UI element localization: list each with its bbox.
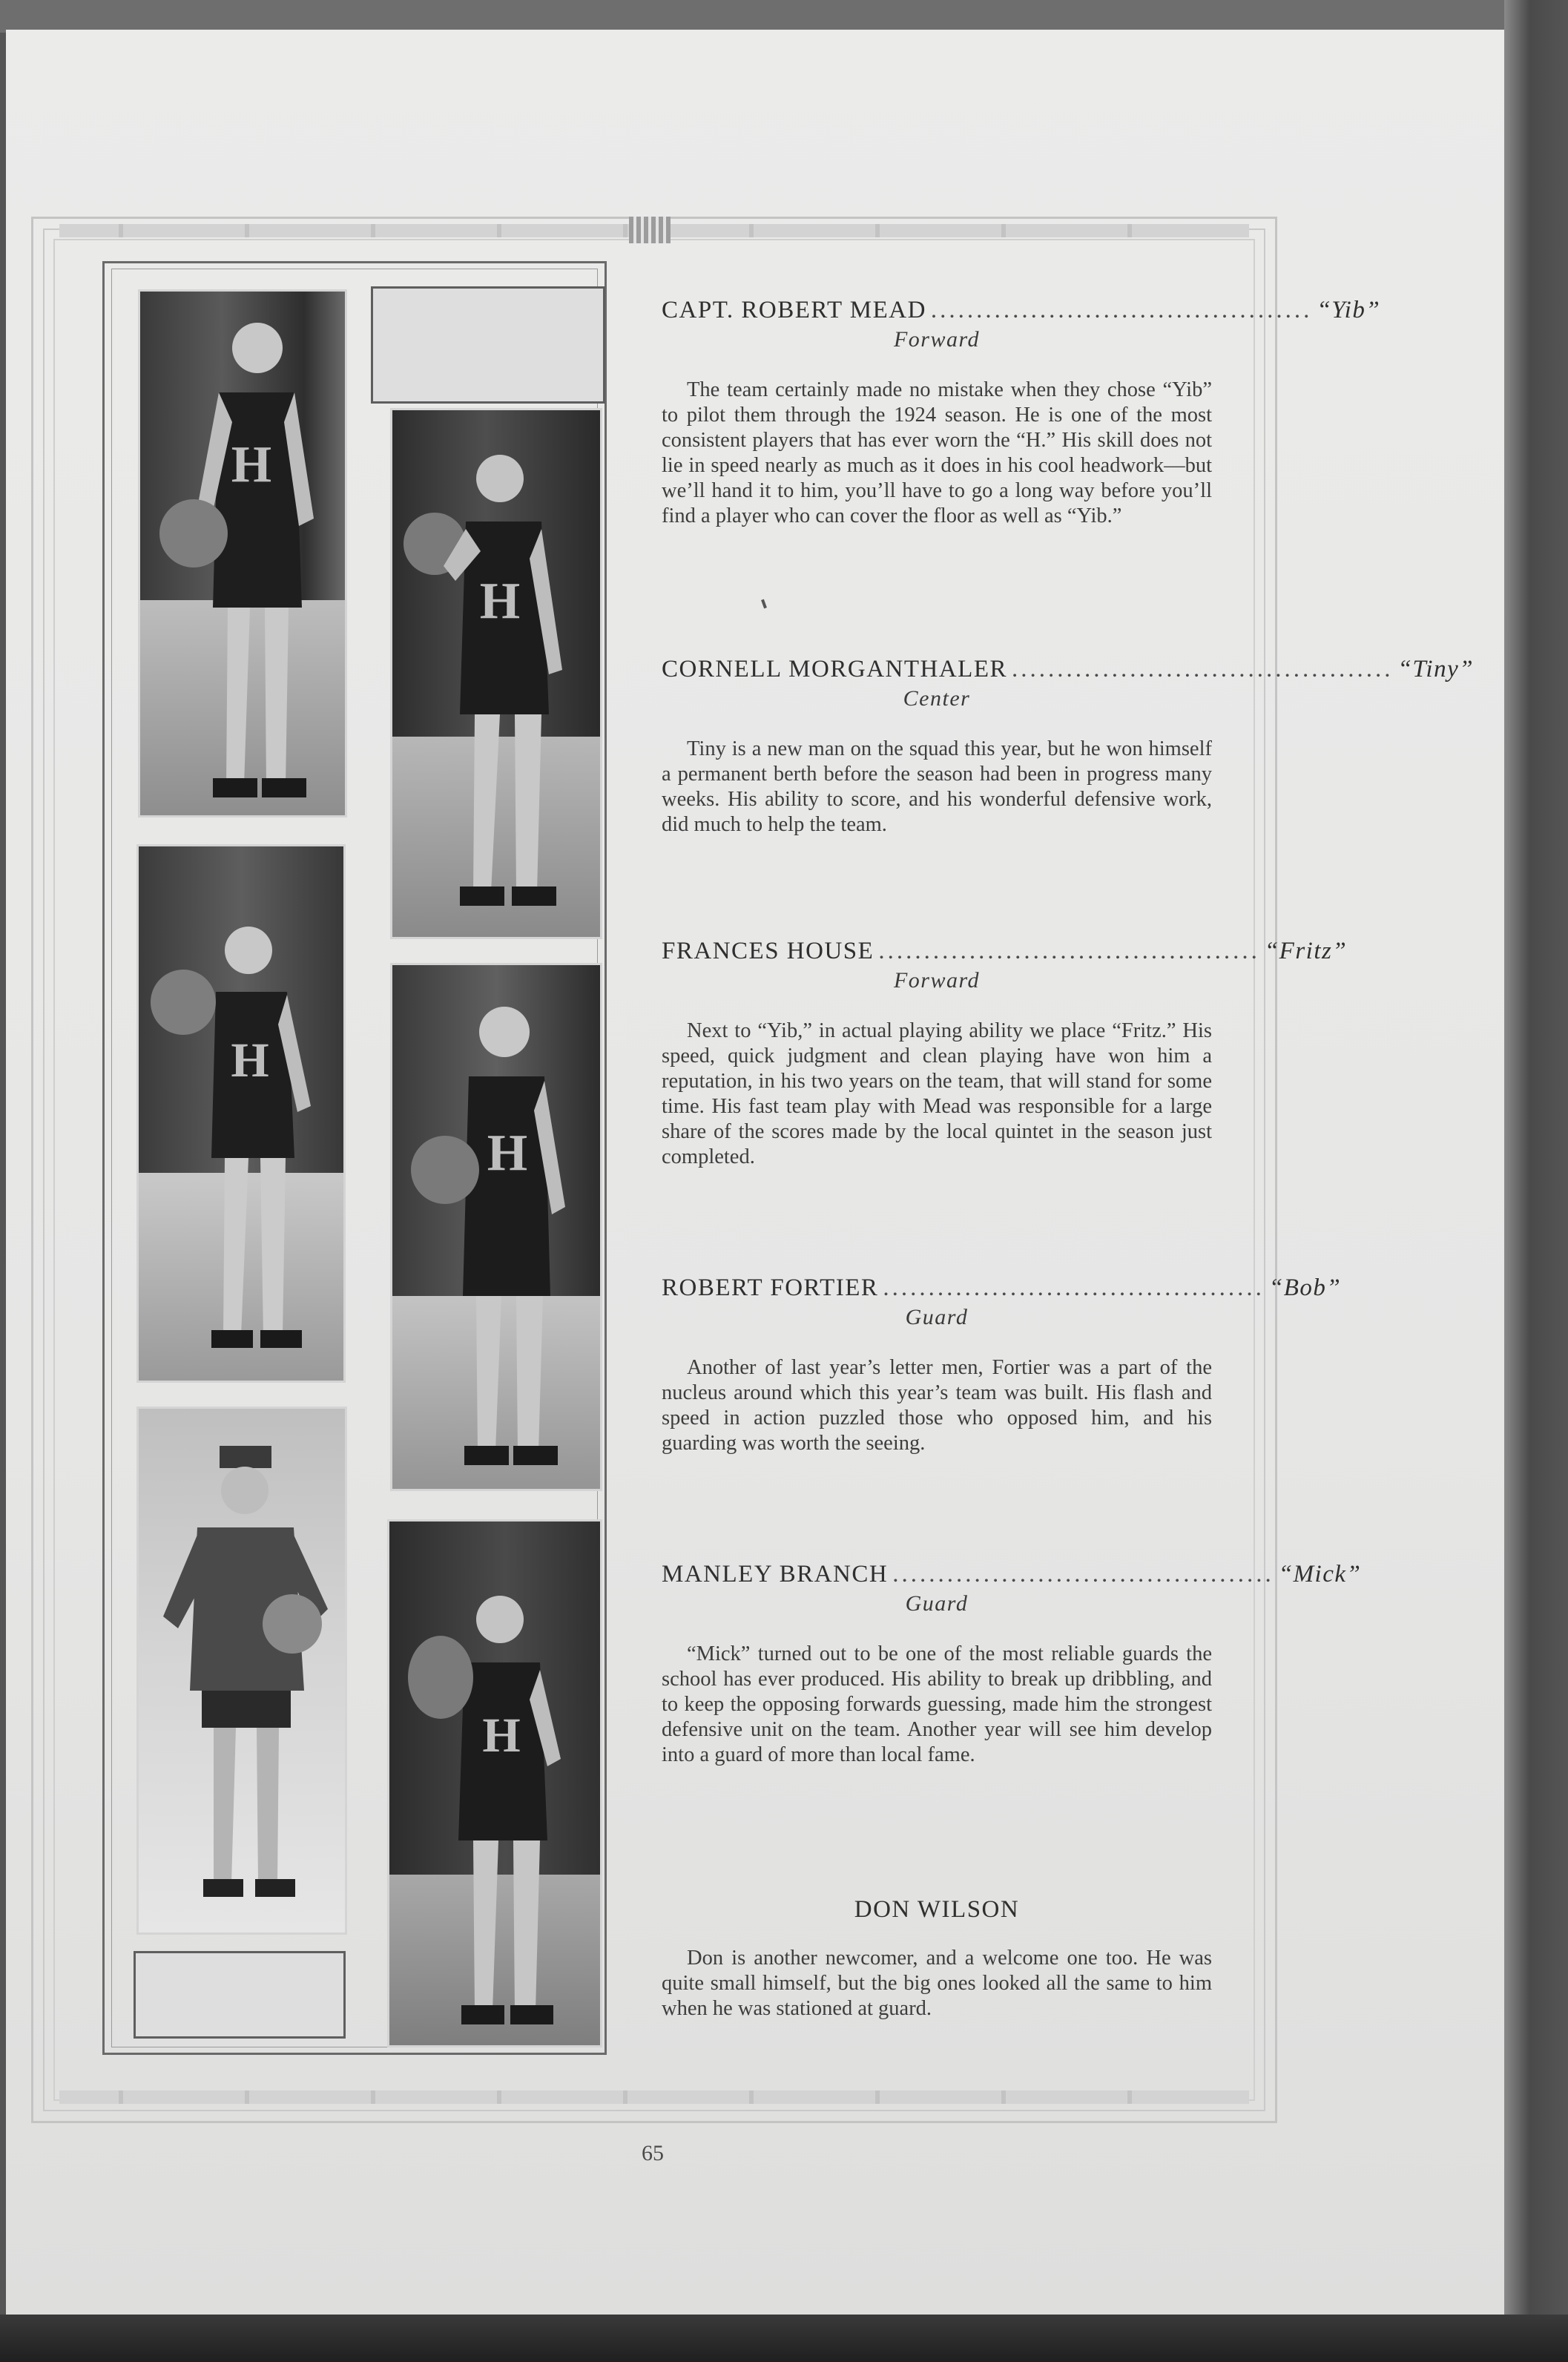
svg-text:H: H bbox=[231, 1033, 269, 1088]
player-nickname: “Yib” bbox=[1317, 297, 1381, 323]
svg-text:H: H bbox=[479, 573, 521, 630]
player-entry bbox=[662, 1896, 1212, 2021]
player-position: Forward bbox=[893, 327, 981, 352]
svg-text:H: H bbox=[487, 1125, 528, 1182]
player-position: Guard bbox=[905, 1305, 969, 1329]
leader-dots: .......................................... bbox=[883, 1274, 1265, 1301]
player-heading bbox=[662, 656, 1475, 683]
player-heading bbox=[662, 297, 1381, 324]
scan-bottom-edge bbox=[0, 2315, 1568, 2362]
blank-caption-box-bottom bbox=[134, 1951, 346, 2039]
player-photo bbox=[387, 1519, 602, 2047]
basketball-player-figure bbox=[403, 999, 589, 1489]
basketball-player-figure bbox=[152, 921, 330, 1381]
player-nickname: “Fritz” bbox=[1264, 938, 1348, 964]
basketball-player-figure bbox=[403, 447, 589, 937]
player-nickname: “Tiny” bbox=[1397, 656, 1475, 682]
player-bio: “Mick” turned out to be one of the most reliable guards the school has ever produced. His ability to break up dribbling, and to keep the opposing forwards guessing, made him the strongest defensive unit on the team. Another year will see him develop into a guard of more than local fame. bbox=[662, 1642, 1212, 1766]
player-bio: Next to “Yib,” in actual playing ability we place “Fritz.” His speed, quick judgment and clean playing have won him a reputation, in his two years on the team, that will stand for some time. His fast team play with Mead was responsible for a large share of the scores made by the local quintet in the season just completed. bbox=[662, 1019, 1212, 1168]
svg-text:H: H bbox=[231, 436, 272, 493]
player-name: DON WILSON bbox=[854, 1896, 1020, 1923]
scan-left-edge bbox=[0, 0, 6, 2362]
player-name: ROBERT FORTIER bbox=[662, 1274, 879, 1301]
leader-dots: .......................................... bbox=[878, 938, 1260, 964]
basketball-player-figure bbox=[145, 1446, 338, 1921]
player-entry bbox=[662, 656, 1475, 838]
player-heading bbox=[662, 938, 1348, 965]
border-ornament-bottom bbox=[59, 2090, 1249, 2104]
book-binding-edge bbox=[1504, 0, 1568, 2362]
player-entry bbox=[662, 938, 1348, 1170]
player-name: CORNELL MORGANTHALER bbox=[662, 656, 1008, 682]
player-heading bbox=[662, 1561, 1362, 1588]
player-name: FRANCES HOUSE bbox=[662, 938, 874, 964]
player-nickname: “Mick” bbox=[1278, 1561, 1362, 1588]
player-bio: Don is another newcomer, and a welcome one too. He was quite small himself, but the big ones looked all the same to him when he was stationed at guard. bbox=[662, 1947, 1212, 2020]
player-bio: Another of last year’s letter men, Fortier was a part of the nucleus around which this year’s team was built. His flash and speed in action puzzled those who opposed him, and his guarding was worth the seeing. bbox=[662, 1356, 1212, 1455]
svg-text:H: H bbox=[482, 1708, 521, 1763]
border-center-ornament bbox=[629, 217, 671, 243]
page-number: 65 bbox=[642, 2141, 664, 2165]
player-bio: The team certainly made no mistake when they chose “Yib” to pilot them through the 1924 season. He is one of the most consistent players that has ever worn the “H.” His skill does not lie in speed nearly as much as it does in his cool headwork—but we’ll hand it to him, you’ll have to go a long way before you’ll find a player who can cover the floor as well as “Yib.” bbox=[662, 378, 1212, 527]
basketball-player-figure bbox=[402, 1588, 587, 2048]
leader-dots: .......................................... bbox=[1012, 656, 1394, 682]
player-photo bbox=[390, 408, 602, 939]
scan-top-edge bbox=[0, 0, 1568, 33]
player-photo bbox=[136, 1407, 347, 1935]
player-photo bbox=[136, 844, 346, 1383]
player-nickname: “Bob” bbox=[1268, 1274, 1342, 1301]
player-photo bbox=[390, 963, 602, 1491]
blank-caption-box-top bbox=[371, 286, 605, 404]
player-position: Forward bbox=[893, 968, 981, 993]
leader-dots: .......................................... bbox=[930, 297, 1313, 323]
player-name: MANLEY BRANCH bbox=[662, 1561, 889, 1588]
player-name: CAPT. ROBERT MEAD bbox=[662, 297, 926, 323]
basketball-player-figure bbox=[154, 311, 332, 823]
player-entry bbox=[662, 1274, 1342, 1456]
player-position: Guard bbox=[905, 1591, 969, 1616]
player-entry bbox=[662, 297, 1381, 529]
player-bio: Tiny is a new man on the squad this year, but he won himself a permanent berth before the season had been in progress many weeks. His ability to score, and his wonderful defensive work, did much to help the team. bbox=[662, 737, 1212, 836]
player-position: Center bbox=[903, 686, 971, 711]
player-entry bbox=[662, 1561, 1362, 1768]
player-photo bbox=[138, 289, 347, 818]
leader-dots: .......................................... bbox=[892, 1561, 1274, 1588]
player-heading bbox=[662, 1274, 1342, 1302]
